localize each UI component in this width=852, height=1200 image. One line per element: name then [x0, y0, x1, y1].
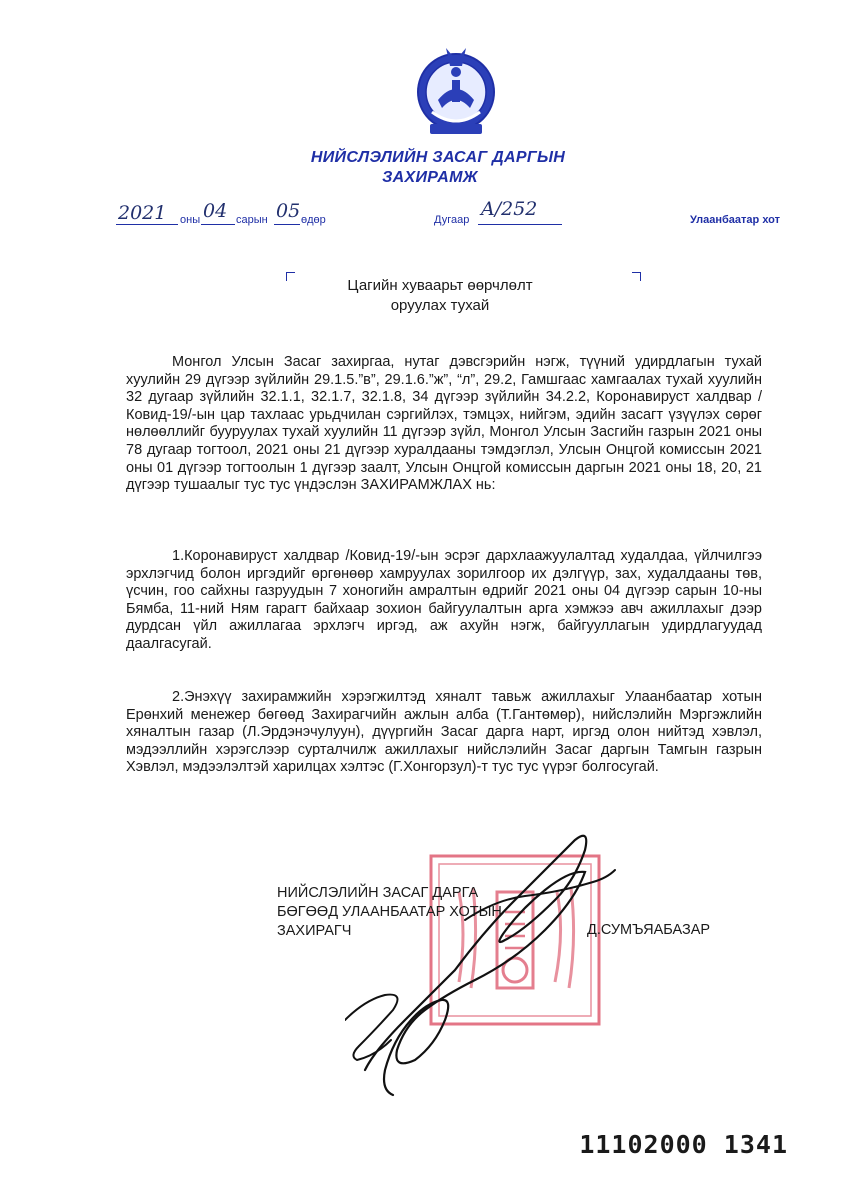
date-year-label: оны	[180, 214, 201, 226]
city-name: Улаанбаатар хот	[690, 214, 781, 226]
subject-line-1: Цагийн хуваарьт өөрчлөлт	[347, 277, 533, 294]
document-type: ЗАХИРАМЖ	[382, 169, 478, 186]
state-emblem-icon	[412, 40, 500, 138]
handwritten-signature-icon	[345, 820, 630, 1110]
signatory-title-line-1: НИЙСЛЭЛИЙН ЗАСАГ ДАРГА	[277, 885, 479, 901]
date-day: 05	[276, 200, 301, 222]
clause-1-paragraph: 1.Коронавируст халдвар /Ковид-19/-ын эсрэг дархлаажуулалтад худалдаа, үйлчилгээ эрхлэгчид болон иргэдийг өргөнөөр хамруулах зорилгоор их дэлгүүр, зах, худалдааны төв, үсчин, гоо сайхны газруудын 7 хоногийн амралтын өдрийг 2021 оны 04 дүгээр сарын 10-ны Бямба, 11-ний Ням гарагт байхаар зохион байгуулалтын арга хэмжээ авч ажиллахыг дээр дурдсан үйл ажиллагаа эрхлэгч иргэд, аж ахуйн нэгж, байгууллагын удирдлагуудад даалгасугай.	[126, 548, 762, 652]
signatory-title-line-3: ЗАХИРАГЧ	[277, 923, 352, 939]
preamble-paragraph: Монгол Улсын Засаг захиргаа, нутаг дэвсгэрийн нэгж, түүний удирдлагын тухай хуулийн 29 дүгээр зүйлийн 29.1.5.”в”, 29.1.6.”ж”, “л”, 29.2, Гамшгаас хамгаалах тухай хуулийн 32 дугаар зүйлийн 32.1.1, 32.1.7, 32.1.8, 34 дүгээр зүйлийн 34.2.2, Коронавируст халдвар /Ковид-19/-ын цар тахлаас урьдчилан сэргийлэх, тэмцэх, нийгэм, эдийн засагт үзүүлэх сөрөг нөлөөллийг бууруулах тухай хуулийн 11 дүгээр зүйл, Монгол Улсын Засгийн газрын 2021 оны 78 дугаар тогтоол, 2021 оны 21 дүгээр хуралдааны тэмдэглэл, Улсын Онцгой комиссын 2021 оны 01 дүгээр тогтоолын 1 дүгээр заалт, Улсын Онцгой комиссын даргын 2021 оны 18, 20, 21 дүгээр тушаалыг тус тус үндэслэн ЗАХИРАМЖЛАХ нь:	[126, 354, 762, 494]
document-number: A/252	[481, 198, 538, 220]
subject-line-2: оруулах тухай	[390, 297, 490, 314]
document-subject	[0, 276, 852, 316]
issuer-name: НИЙСЛЭЛИЙН ЗАСАГ ДАРГЫН	[310, 149, 566, 166]
document-number-label: Дугаар	[434, 214, 470, 226]
clause-2-paragraph: 2.Энэхүү захирамжийн хэрэгжилтэд хяналт тавьж ажиллахыг Улаанбаатар хотын Ерөнхий менежер бөгөөд Захирагчийн ажлын алба (Т.Гантөмөр), нийслэлийн Мэргэжлийн хяналтын газар (Л.Эрдэнэчулуун), дүүргийн Засаг дарга нарт, иргэд олон нийтэд хэвлэл, мэдээллийн хэрэгслээр сурталчилж ажиллахыг нийслэлийн Засаг даргын Тамгын газрын Хэвлэл, мэдээлэлтэй харилцах хэлтэс (Г.Хонгорзул)-т тус тус үүрэг болгосугай.	[126, 689, 762, 776]
signatory-name: Д.СУМЪЯАБАЗАР	[587, 922, 711, 938]
date-month-label: сарын	[236, 214, 268, 226]
document-header	[0, 148, 852, 188]
serial-number: 11102000 1341	[579, 1130, 788, 1159]
date-number-row	[0, 200, 852, 234]
signatory-title-line-2: БӨГӨӨД УЛААНБААТАР ХОТЫН	[277, 904, 502, 920]
date-day-label: өдөр	[301, 214, 326, 226]
date-year: 2021	[118, 202, 167, 224]
date-month: 04	[203, 200, 228, 222]
